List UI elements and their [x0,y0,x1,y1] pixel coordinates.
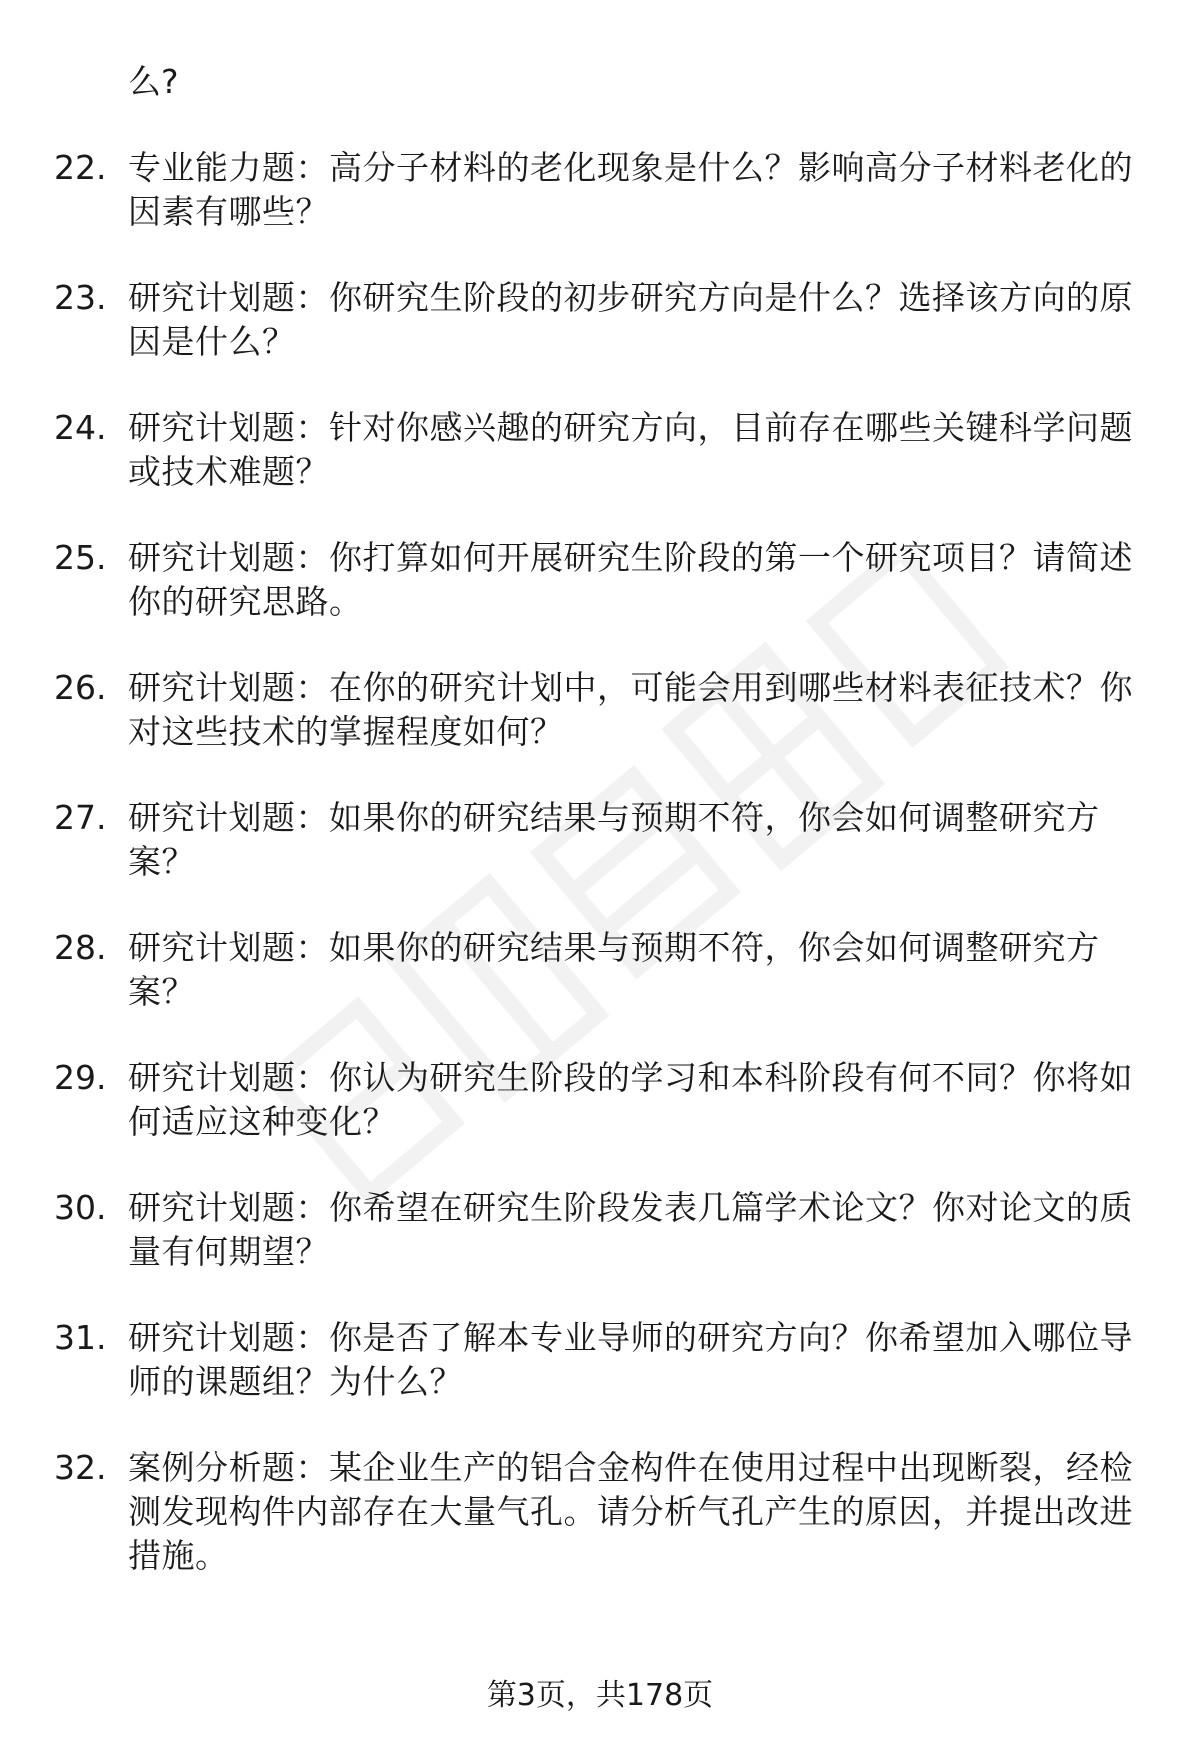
question-text: 研究计划题：针对你感兴趣的研究方向，目前存在哪些关键科学问题或技术难题？ [128,408,1133,491]
question-item-28 [0,926,1200,1056]
question-item-26 [0,666,1200,796]
question-number: 22. [54,148,107,187]
question-item-27 [0,796,1200,926]
question-item-32 [0,1446,1200,1616]
question-number: 27. [54,798,107,837]
question-number: 28. [54,928,107,967]
question-number: 30. [54,1188,107,1227]
question-list [0,146,1200,1616]
question-item-30 [0,1186,1200,1316]
question-number: 24. [54,408,107,447]
question-text: 案例分析题：某企业生产的铝合金构件在使用过程中出现断裂，经检测发现构件内部存在大量气孔。请分析气孔产生的原因，并提出改进措施。 [128,1448,1133,1575]
question-number: 25. [54,538,107,577]
question-item-29 [0,1056,1200,1186]
page-number-footer: 第3页，共178页 [486,1678,714,1713]
question-number: 23. [54,278,107,317]
question-item-31 [0,1316,1200,1446]
question-text: 研究计划题：你打算如何开展研究生阶段的第一个研究项目？请简述你的研究思路。 [128,538,1133,621]
question-number: 29. [54,1058,107,1097]
continuation-text: 么? [128,62,179,101]
question-text: 研究计划题：在你的研究计划中，可能会用到哪些材料表征技术？你对这些技术的掌握程度如何？ [128,668,1133,751]
question-item-22 [0,146,1200,276]
question-number: 26. [54,668,107,707]
question-text: 研究计划题：如果你的研究结果与预期不符，你会如何调整研究方案？ [128,928,1100,1011]
question-text: 专业能力题：高分子材料的老化现象是什么？影响高分子材料老化的因素有哪些？ [128,148,1133,231]
question-text: 研究计划题：你希望在研究生阶段发表几篇学术论文？你对论文的质量有何期望？ [128,1188,1133,1271]
question-text: 研究计划题：你研究生阶段的初步研究方向是什么？选择该方向的原因是什么？ [128,278,1133,361]
question-text: 研究计划题：如果你的研究结果与预期不符，你会如何调整研究方案？ [128,798,1100,881]
question-text: 研究计划题：你是否了解本专业导师的研究方向？你希望加入哪位导师的课题组？为什么？ [128,1318,1133,1401]
question-item-24 [0,406,1200,536]
question-number: 32. [54,1448,107,1487]
question-number: 31. [54,1318,107,1357]
question-text: 研究计划题：你认为研究生阶段的学习和本科阶段有何不同？你将如何适应这种变化？ [128,1058,1133,1141]
question-item-25 [0,536,1200,666]
question-item-23 [0,276,1200,406]
